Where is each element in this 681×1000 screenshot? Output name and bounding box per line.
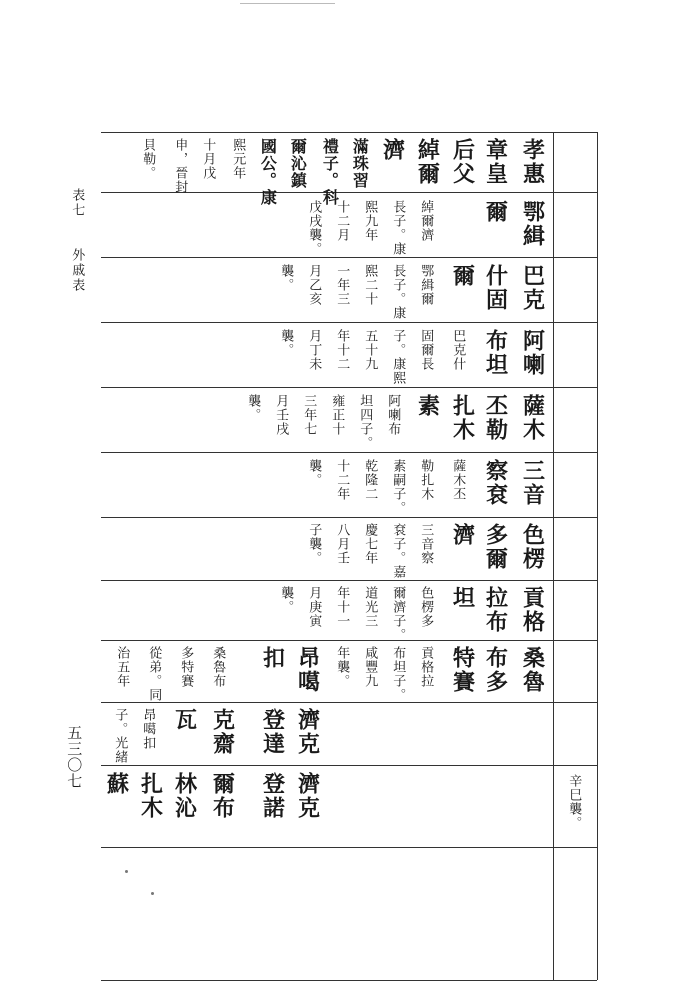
note-col: 長子。康 bbox=[390, 200, 406, 256]
note-col: 布坦子。 bbox=[390, 646, 406, 702]
note-col: 襲。 bbox=[245, 394, 261, 422]
gen1-name: 鄂緝 bbox=[519, 200, 546, 248]
note-col: 鄂緝爾 bbox=[418, 264, 434, 306]
note-col: 薩木丕 bbox=[450, 459, 466, 501]
top-rule bbox=[240, 3, 335, 4]
note-col: 綽爾濟 bbox=[418, 200, 434, 242]
gen10-name: 濟克 bbox=[294, 708, 321, 756]
note-col: 襲。 bbox=[278, 264, 294, 292]
gen11-name5: 扎木 bbox=[137, 772, 164, 820]
gen2-name3: 爾 bbox=[449, 264, 476, 288]
gen10-name3: 克齋 bbox=[209, 708, 236, 756]
note-col: 襲。 bbox=[278, 586, 294, 614]
gen8-name: 桑魯 bbox=[519, 646, 546, 694]
row-rule bbox=[101, 765, 597, 766]
note-col: 乾隆二 bbox=[362, 459, 378, 501]
note-col: 阿喇布 bbox=[385, 394, 401, 436]
note-col: 三年七 bbox=[301, 394, 317, 436]
gen10-name4: 瓦 bbox=[171, 708, 198, 732]
row-rule bbox=[101, 702, 597, 703]
table-label: 表七 bbox=[69, 188, 85, 218]
note-col: 固爾長 bbox=[418, 329, 434, 371]
note-col: 貢格拉 bbox=[418, 646, 434, 688]
note-col: 子襲。 bbox=[306, 523, 322, 565]
note-col: 坦四子。 bbox=[357, 394, 373, 450]
note-col: 咸豐九 bbox=[362, 646, 378, 688]
column-rule bbox=[553, 132, 554, 980]
ancestor-title: 章皇 bbox=[482, 138, 509, 186]
gen9-name: 昂噶 bbox=[294, 646, 321, 694]
table-rule-top bbox=[101, 132, 597, 133]
note-col: 年十二 bbox=[334, 329, 350, 371]
gen1-name2: 爾 bbox=[482, 200, 509, 224]
note-col: 貝勒。 bbox=[140, 138, 156, 180]
far-right-note: 辛巳襲。 bbox=[566, 774, 582, 830]
gen5-name: 三音 bbox=[519, 459, 546, 507]
note-col: 戊戌襲。 bbox=[306, 200, 322, 256]
page-number: 五三〇七 bbox=[65, 725, 84, 789]
row-rule bbox=[101, 257, 597, 258]
note-col: 雍正十 bbox=[329, 394, 345, 436]
gen7-name2: 拉布 bbox=[482, 586, 509, 634]
note-col: 多特賽 bbox=[178, 646, 194, 688]
gen11-name4: 林沁 bbox=[171, 772, 198, 820]
note-col: 滿珠習 bbox=[350, 138, 370, 189]
gen11-name2: 登諾 bbox=[259, 772, 286, 820]
table-rule-bottom bbox=[101, 980, 597, 981]
column-rule bbox=[597, 132, 598, 980]
note-col: 治五年 bbox=[114, 646, 130, 688]
row-rule bbox=[101, 322, 597, 323]
note-col: 從弟。同 bbox=[146, 646, 162, 702]
gen4-name2: 丕勒 bbox=[482, 394, 509, 442]
row-rule bbox=[101, 517, 597, 518]
note-col: 月乙亥 bbox=[306, 264, 322, 306]
row-rule bbox=[101, 387, 597, 388]
gen4-name4: 素 bbox=[414, 394, 441, 418]
note-col: 月丁未 bbox=[306, 329, 322, 371]
note-col: 申，晉封 bbox=[172, 138, 188, 194]
gen11-name6: 蘇 bbox=[103, 772, 130, 796]
ancestor-name-3: 濟 bbox=[379, 138, 406, 162]
genealogy-table bbox=[101, 132, 597, 980]
note-col: 十二月 bbox=[334, 200, 350, 242]
note-col: 國公。康 bbox=[258, 138, 278, 206]
gen2-name2: 什固 bbox=[482, 264, 509, 312]
gen11-name3: 爾布 bbox=[209, 772, 236, 820]
note-col: 十月戊 bbox=[200, 138, 216, 180]
note-col: 桑魯布 bbox=[210, 646, 226, 688]
row-rule bbox=[101, 640, 597, 641]
gen4-name: 薩木 bbox=[519, 394, 546, 442]
note-col: 一年三 bbox=[334, 264, 350, 306]
note-col: 禮子。科 bbox=[320, 138, 340, 206]
note-col: 色楞多 bbox=[418, 586, 434, 628]
gen3-name2: 布坦 bbox=[482, 329, 509, 377]
note-col: 熙九年 bbox=[362, 200, 378, 242]
ancestor-name: 孝惠 bbox=[519, 138, 546, 186]
note-col: 巴克什 bbox=[450, 329, 466, 371]
note-col: 素嗣子。 bbox=[390, 459, 406, 515]
gen7-name3: 坦 bbox=[449, 586, 476, 610]
note-col: 襲。 bbox=[278, 329, 294, 357]
note-col: 月庚寅 bbox=[306, 586, 322, 628]
row-rule bbox=[101, 580, 597, 581]
note-col: 襲。 bbox=[306, 459, 322, 487]
gen3-name: 阿喇 bbox=[519, 329, 546, 377]
ancestor-name-2: 綽爾 bbox=[414, 138, 441, 186]
note-col: 月壬戌 bbox=[273, 394, 289, 436]
note-col: 勒扎木 bbox=[418, 459, 434, 501]
note-col: 五十九 bbox=[362, 329, 378, 371]
note-col: 道光三 bbox=[362, 586, 378, 628]
gen7-name: 貢格 bbox=[519, 586, 546, 634]
note-col: 八月壬 bbox=[334, 523, 350, 565]
gen2-name: 巴克 bbox=[519, 264, 546, 312]
gen10-name2: 登達 bbox=[259, 708, 286, 756]
row-rule bbox=[101, 452, 597, 453]
note-col: 子。光緒 bbox=[112, 708, 128, 764]
section-label: 外戚表 bbox=[69, 248, 85, 293]
note-col: 慶七年 bbox=[362, 523, 378, 565]
gen11-name: 濟克 bbox=[294, 772, 321, 820]
note-col: 爾沁鎮 bbox=[288, 138, 308, 189]
note-col: 十二年 bbox=[334, 459, 350, 501]
note-col: 爾濟子。 bbox=[390, 586, 406, 642]
note-col: 長子。康 bbox=[390, 264, 406, 320]
gen6-name3: 濟 bbox=[449, 523, 476, 547]
ancestor-relation: 后父 bbox=[449, 138, 476, 186]
note-col: 昂噶扣 bbox=[140, 708, 156, 750]
gen8-name2: 布多 bbox=[482, 646, 509, 694]
gen4-name3: 扎木 bbox=[449, 394, 476, 442]
gen5-name2: 察袞 bbox=[482, 459, 509, 507]
note-col: 年襲。 bbox=[334, 646, 350, 688]
ink-dot bbox=[125, 870, 128, 873]
gen6-name: 色楞 bbox=[519, 523, 546, 571]
note-col: 年十一 bbox=[334, 586, 350, 628]
note-col: 三音察 bbox=[418, 523, 434, 565]
gen9-name2: 扣 bbox=[259, 646, 286, 670]
note-col: 子。康熙 bbox=[390, 329, 406, 385]
ink-dot bbox=[151, 892, 154, 895]
note-col: 熙元年 bbox=[230, 138, 246, 180]
gen6-name2: 多爾 bbox=[482, 523, 509, 571]
note-col: 熙二十 bbox=[362, 264, 378, 306]
gen8-name3: 特賽 bbox=[449, 646, 476, 694]
row-rule bbox=[101, 847, 597, 848]
note-col: 袞子。嘉 bbox=[390, 523, 406, 579]
